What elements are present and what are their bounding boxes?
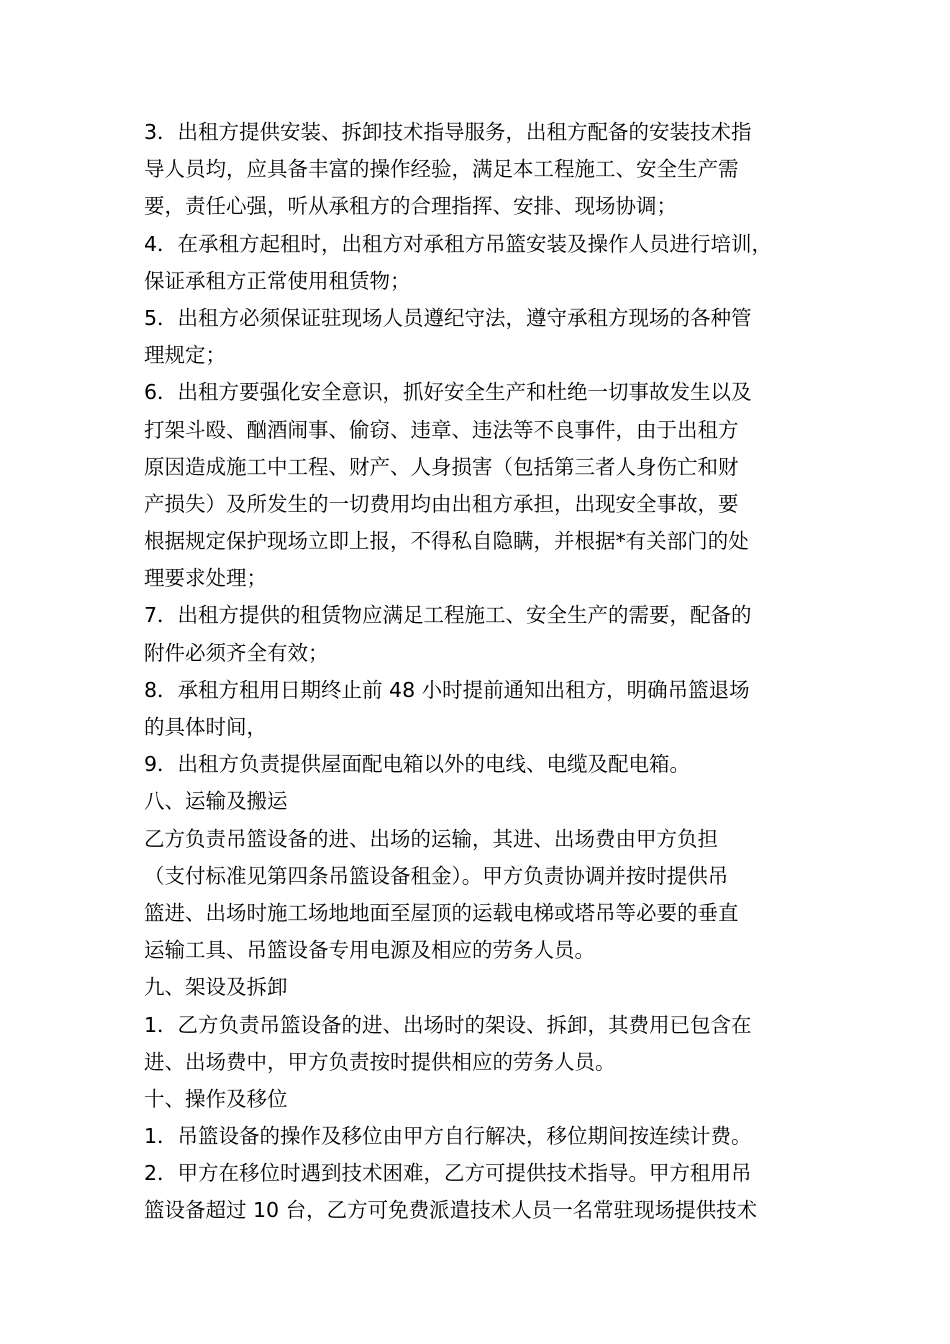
clause-7-4-line-2: 保证承租方正常使用租赁物； [144, 268, 411, 293]
clause-7-8-line-1: 8．承租方租用日期终止前 48 小时提前通知出租方，明确吊篮退场 [144, 677, 750, 702]
clause-7-6-line-3: 原因造成施工中工程、财产、人身损害（包括第三者人身伤亡和财 [144, 454, 739, 479]
clause-7-9-line-1: 9．出租方负责提供屋面配电箱以外的电线、电缆及配电箱。 [144, 752, 691, 777]
section-8-line-1: 乙方负责吊篮设备的进、出场的运输，其进、出场费由甲方负担 [144, 826, 718, 851]
clause-7-5-line-1: 5．出租方必须保证驻现场人员遵纪守法，遵守承租方现场的各种管 [144, 305, 752, 330]
clause-10-1-line-1: 1．吊篮设备的操作及移位由甲方自行解决，移位期间按连续计费。 [144, 1124, 752, 1149]
clause-9-1-line-1: 1．乙方负责吊篮设备的进、出场时的架设、拆卸，其费用已包含在 [144, 1012, 752, 1037]
document-page [144, 114, 814, 1230]
clause-7-3-line-1: 3．出租方提供安装、拆卸技术指导服务，出租方配备的安装技术指 [144, 120, 752, 144]
clause-7-3-line-2: 导人员均，应具备丰富的操作经验，满足本工程施工、安全生产需 [144, 157, 739, 182]
clause-7-6-line-1: 6．出租方要强化安全意识，抓好安全生产和杜绝一切事故发生以及 [144, 380, 752, 405]
clause-9-1-line-2: 进、出场费中，甲方负责按时提供相应的劳务人员。 [144, 1049, 616, 1074]
clause-7-8-line-2: 的具体时间， [144, 715, 267, 739]
section-8-line-2: （支付标准见第四条吊篮设备租金）。甲方负责协调并按时提供吊 [144, 863, 729, 888]
section-8-line-3: 篮进、出场时施工场地地面至屋顶的运载电梯或塔吊等必要的垂直 [144, 900, 739, 925]
clause-7-6-line-2: 打架斗殴、酗酒闹事、偷窃、违章、违法等不良事件，由于出租方 [144, 417, 739, 442]
clause-7-3-line-3: 要，责任心强，听从承租方的合理指挥、安排、现场协调； [144, 194, 677, 219]
clause-7-5-line-2: 理规定； [144, 343, 226, 368]
section-9-heading: 九、架设及拆卸 [144, 975, 288, 1000]
section-10-heading: 十、操作及移位 [144, 1086, 288, 1111]
clause-7-7-line-2: 附件必须齐全有效； [144, 640, 329, 665]
clause-7-6-line-4: 产损失）及所发生的一切费用均由出租方承担，出现安全事故，要 [144, 491, 739, 516]
clause-10-2-line-2: 篮设备超过 10 台，乙方可免费派遣技术人员一名常驻现场提供技术 [144, 1198, 758, 1223]
clause-7-7-line-1: 7．出租方提供的租赁物应满足工程施工、安全生产的需要，配备的 [144, 603, 752, 628]
clause-10-2-line-1: 2．甲方在移位时遇到技术困难，乙方可提供技术指导。甲方租用吊 [144, 1161, 752, 1186]
clause-7-6-line-5: 根据规定保护现场立即上报，不得私自隐瞒，并根据*有关部门的处 [144, 529, 749, 554]
section-8-line-4: 运输工具、吊篮设备专用电源及相应的劳务人员。 [144, 938, 595, 963]
section-8-heading: 八、运输及搬运 [144, 789, 288, 814]
clause-7-4-line-1: 4．在承租方起租时，出租方对承租方吊篮安装及操作人员进行培训， [144, 231, 773, 256]
clause-7-6-line-6: 理要求处理； [144, 566, 267, 591]
